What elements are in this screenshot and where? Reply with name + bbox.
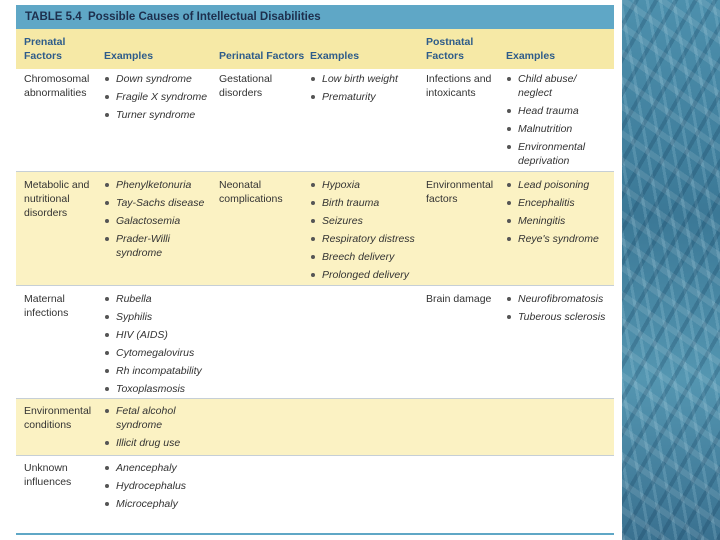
header-examples-3: Examples [506, 50, 556, 62]
prenatal-factor: Metabolic and nutritional disorders [24, 179, 90, 219]
table-title: Possible Causes of Intellectual Disabilities [88, 11, 321, 23]
list-item: Prolonged delivery [310, 268, 415, 282]
list-item: HIV (AIDS) [104, 328, 202, 342]
list-item: Down syndrome [104, 72, 207, 86]
postnatal-factor: Infections and intoxicants [426, 73, 492, 99]
postnatal-examples-list [506, 72, 585, 172]
list-item: Fetal alcohol syndrome [104, 404, 180, 432]
list-item: Respiratory distress [310, 232, 415, 246]
bottom-rule [16, 533, 614, 535]
header-examples-1: Examples [104, 50, 154, 62]
list-item: Meningitis [506, 214, 599, 228]
causes-table [16, 5, 614, 515]
prenatal-examples-list [104, 72, 207, 126]
row-divider [16, 455, 614, 456]
list-item: Tay-Sachs disease [104, 196, 204, 210]
postnatal-examples-list [506, 178, 599, 250]
list-item: Tuberous sclerosis [506, 310, 605, 324]
table-header-row [16, 29, 614, 69]
prenatal-examples-list [104, 461, 186, 515]
list-item: Encephalitis [506, 196, 599, 210]
list-item: Prematurity [310, 90, 398, 104]
prenatal-examples-list [104, 404, 180, 454]
list-item: Phenylketonuria [104, 178, 204, 192]
table-number: TABLE 5.4 [25, 11, 82, 23]
list-item: Hydrocephalus [104, 479, 186, 493]
list-item: Seizures [310, 214, 415, 228]
list-item: Rubella [104, 292, 202, 306]
header-prenatal: Prenatal Factors [24, 36, 66, 62]
postnatal-factor: Environmental factors [426, 179, 494, 205]
list-item: Syphilis [104, 310, 202, 324]
list-item: Neurofibromatosis [506, 292, 605, 306]
list-item: Microcephaly [104, 497, 186, 511]
list-item: Low birth weight [310, 72, 398, 86]
list-item: Malnutrition [506, 122, 585, 136]
postnatal-examples-list [506, 292, 605, 328]
list-item: Environmental deprivation [506, 140, 585, 168]
list-item: Cytomegalovirus [104, 346, 202, 360]
decorative-side-pattern [622, 0, 720, 540]
perinatal-examples-list [310, 72, 398, 108]
perinatal-factor: Neonatal complications [219, 179, 283, 205]
prenatal-examples-list [104, 292, 202, 400]
list-item: Lead poisoning [506, 178, 599, 192]
header-examples-2: Examples [310, 50, 360, 62]
list-item: Reye's syndrome [506, 232, 599, 246]
list-item: Fragile X syndrome [104, 90, 207, 104]
list-item: Prader-Willi syndrome [104, 232, 204, 260]
perinatal-examples-list [310, 178, 415, 286]
list-item: Toxoplasmosis [104, 382, 202, 396]
list-item: Turner syndrome [104, 108, 207, 122]
perinatal-factor: Gestational disorders [219, 73, 273, 99]
prenatal-factor: Unknown influences [24, 462, 72, 488]
list-item: Hypoxia [310, 178, 415, 192]
header-postnatal: Postnatal Factors [426, 36, 474, 62]
table-title-bar [16, 5, 614, 29]
prenatal-factor: Chromosomal abnormalities [24, 73, 90, 99]
postnatal-factor: Brain damage [426, 293, 492, 305]
list-item: Galactosemia [104, 214, 204, 228]
list-item: Birth trauma [310, 196, 415, 210]
prenatal-factor: Environmental conditions [24, 405, 92, 431]
list-item: Anencephaly [104, 461, 186, 475]
prenatal-examples-list [104, 178, 204, 264]
list-item: Rh incompatability [104, 364, 202, 378]
list-item: Head trauma [506, 104, 585, 118]
list-item: Child abuse/ neglect [506, 72, 585, 100]
list-item: Illicit drug use [104, 436, 180, 450]
prenatal-factor: Maternal infections [24, 293, 69, 319]
header-perinatal: Perinatal Factors [219, 50, 305, 62]
list-item: Breech delivery [310, 250, 415, 264]
